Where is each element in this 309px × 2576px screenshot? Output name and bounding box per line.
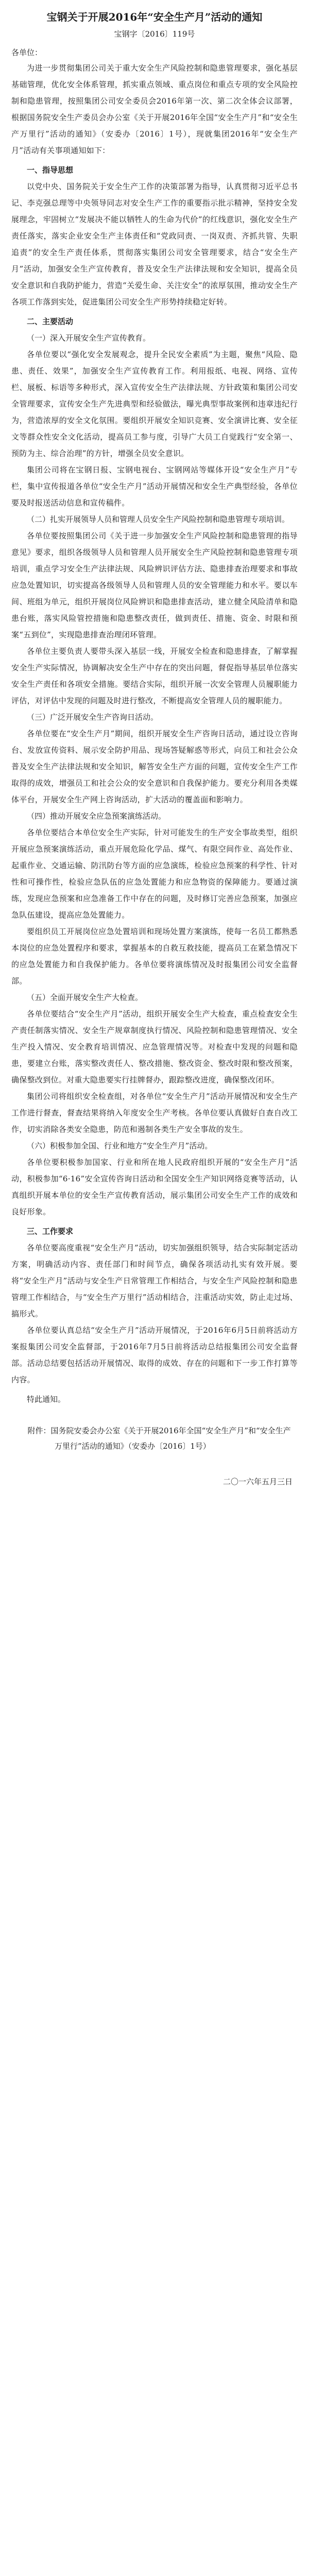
- activity-6-heading: （六）积极参加全国、行业和地方“安全生产月”活动。: [27, 1141, 213, 1150]
- document-title: 宝钢关于开展2016年“安全生产月”活动的通知: [46, 11, 263, 23]
- attachment-note: 附件：国务院安委会办公室《关于开展2016年全国“安全生产月”和“安全生产万里行”活动的通知》（安委办〔2016〕1号）: [27, 1426, 291, 1451]
- activity-3-heading: （三）广泛开展安全生产咨询日活动。: [27, 713, 159, 722]
- intro-paragraph: 为进一步贯彻集团公司关于重大安全生产风险控制和隐患管理要求，强化基层基础管理，优化安全体系管理，抓实重点领域、重点岗位和重点专项的安全风险控制和隐患管理，按照集团公司安全委员会2016年第一次、第二次全体会议部署，根据国务院安全生产委员会办公室《关于开展2016年全国“安全生产月”和“安全生产万里行”活动的通知》（安委办〔2016〕1号），现就集团2016年“安全生产月”活动有关事项通知如下：: [11, 63, 298, 155]
- activity-1-paragraph-2: 集团公司将在宝钢日报、宝钢电视台、宝钢网站等媒体开设“安全生产月”专栏，集中宣传报道各单位“安全生产月”活动开展情况和安全生产典型经验，各单位要及时报送活动信息和宣传稿件。: [11, 465, 298, 507]
- activity-6-paragraph: 各单位要积极参加国家、行业和所在地人民政府组织开展的“安全生产月”活动，积极参加“6·16”安全宣传咨询日活动和全国安全生产知识网络竞赛等活动，认真组织开展本单位的安全生产宣传教育活动，展示集团公司安全生产工作的成效和良好形象。: [11, 1158, 298, 1216]
- closing-line: 特此通知。: [27, 1395, 66, 1404]
- section-heading-main-activities: 二、主要活动: [27, 317, 74, 326]
- activity-5-paragraph: 各单位要结合“安全生产月”活动，组织开展安全生产大检查，重点检查安全生产责任制落实情况、安全生产规章制度执行情况、风险控制和隐患管理情况、安全生产投入情况、安全教育培训情况、应急管理情况等。对检查中发现的问题和隐患，要建立台账，落实整改责任人、整改措施、整改资金、整改时限和整改预案，确保整改到位。对重大隐患要实行挂牌督办，跟踪整改进度，确保整改闭环。: [11, 1009, 298, 1084]
- activity-4-paragraph-2: 要组织员工开展岗位应急处置培训和现场处置方案演练，使每一名员工都熟悉本岗位的应急处置程序和要求，掌握基本的自救互救技能，提高员工在紧急情况下的应急处置能力和自我保护能力。各单位要将演练情况及时报集团公司安全监督部。: [11, 927, 298, 986]
- activity-5-heading: （五）全面开展安全生产大检查。: [27, 993, 143, 1002]
- activity-2-paragraph: 各单位要按照集团公司《关于进一步加强安全生产风险控制和隐患管理的指导意见》要求，组织各级领导人员和管理人员开展安全生产风险控制和隐患管理专项培训，重点学习安全生产法律法规、风险辨识评估方法、隐患排查治理要求和事故应急处置知识，切实提高各级领导人员和管理人员的安全管理能力和水平。要以车间、班组为单元，组织开展岗位风险辨识和隐患排查活动，建立健全风险清单和隐患台账，落实风险管控措施和隐患整改责任，做到责任、措施、资金、时限和预案“五到位”，实现隐患排查治理闭环管理。: [11, 531, 298, 639]
- activity-2-heading: （二）扎实开展领导人员和管理人员安全生产风险控制和隐患管理专项培训。: [27, 515, 290, 524]
- activity-4-heading: （四）推动开展安全应急预案演练活动。: [27, 811, 166, 821]
- issue-date: 二〇一六年五月三日: [222, 1477, 293, 1486]
- activity-1-paragraph: 各单位要以“强化安全发展观念，提升全民安全素质”为主题，聚焦“风险、隐患、责任、效果”，加强安全生产宣传教育工作。利用报纸、电视、网络、宣传栏、展板、标语等多种形式，深入宣传安全生产法律法规、方针政策和集团公司安全管理要求，宣传安全生产先进典型和经验做法，曝光典型事故案例和违章违纪行为，营造浓厚的安全文化氛围。要组织开展安全知识竞赛、安全演讲比赛、安全征文等群众性安全文化活动，提高员工参与度，引导广大员工自觉践行“安全第一、预防为主、综合治理”的方针，增强全员安全意识。: [11, 350, 298, 458]
- guiding-principle-paragraph: 以党中央、国务院关于安全生产工作的决策部署为指导，认真贯彻习近平总书记、李克强总理等中央领导同志对安全生产工作的重要指示批示精神，坚持安全发展理念，牢固树立“发展决不能以牺牲人的生命为代价”的红线意识，强化安全生产责任落实，落实企业安全生产主体责任和“党政同责、一岗双责、齐抓共管、失职追责”的安全生产责任体系，贯彻落实集团公司安全管理要求，结合“安全生产月”活动，加强安全生产宣传教育，普及安全生产法律法规和安全知识，提高全员安全意识和自我防护能力，营造“关爱生命、关注安全”的浓厚氛围，推动安全生产各项工作落到实处，促进集团公司安全生产形势持续稳定好转。: [11, 182, 298, 307]
- section-heading-guiding-principle: 一、指导思想: [27, 165, 74, 175]
- requirement-2-paragraph: 各单位要认真总结“安全生产月”活动开展情况，于2016年6月5日前将活动方案报集团公司安全监督部，于2016年7月5日前将活动总结报集团公司安全监督部。活动总结要包括活动开展情况、取得的成效、存在的问题和下一步工作打算等内容。: [11, 1326, 298, 1384]
- activity-2-paragraph-2: 各单位主要负责人要带头深入基层一线，开展安全检查和隐患排查，了解掌握安全生产实际情况，协调解决安全生产中存在的突出问题，督促指导基层单位落实安全生产责任和各项安全措施。要结合实际，组织开展一次安全管理人员履职能力评估，对评估中发现的问题及时进行整改，不断提高安全管理人员的履职能力。: [11, 647, 298, 705]
- requirement-1-paragraph: 各单位要高度重视“安全生产月”活动，切实加强组织领导，结合实际制定活动方案，明确活动内容、责任部门和时间节点，确保各项活动扎实有效开展。要将“安全生产月”活动与安全生产日常管理工作相结合，与安全生产风险控制和隐患管理工作相结合，与“安全生产万里行”活动相结合，注重活动实效，防止走过场、搞形式。: [11, 1243, 298, 1318]
- activity-3-paragraph: 各单位要在“安全生产月”期间，组织开展安全生产咨询日活动，通过设立咨询台、发放宣传资料、展示安全防护用品、现场答疑解惑等形式，向员工和社会公众普及安全生产法律法规和安全知识，解答安全生产方面的问题，宣传安全生产工作取得的成效，增强员工和社会公众的安全意识和自我保护能力。要充分利用各类媒体平台，开展安全生产网上咨询活动，扩大活动的覆盖面和影响力。: [11, 729, 298, 804]
- salutation: 各单位：: [11, 48, 43, 57]
- document-number: 宝钢字〔2016〕119号: [114, 29, 195, 39]
- activity-5-paragraph-2: 集团公司将组织安全检查组，对各单位“安全生产月”活动开展情况和安全生产工作进行督查，督查结果将纳入年度安全生产考核。各单位要认真做好自查自改工作，切实消除各类安全隐患，防范和遏制各类生产安全事故的发生。: [11, 1092, 298, 1134]
- activity-1-heading: （一）深入开展安全生产宣传教育。: [27, 333, 151, 343]
- activity-4-paragraph: 各单位要结合本单位安全生产实际，针对可能发生的生产安全事故类型，组织开展应急预案演练活动，重点开展危险化学品、煤气、有限空间作业、高处作业、起重作业、交通运输、防汛防台等方面的应急演练，检验应急预案的科学性、针对性和可操作性，检验应急队伍的应急处置能力和应急物资的保障能力。要通过演练，发现应急预案和应急准备工作中存在的问题，及时修订完善应急预案，加强应急队伍建设，提高应急处置能力。: [11, 828, 298, 920]
- section-heading-work-requirements: 三、工作要求: [27, 1227, 74, 1236]
